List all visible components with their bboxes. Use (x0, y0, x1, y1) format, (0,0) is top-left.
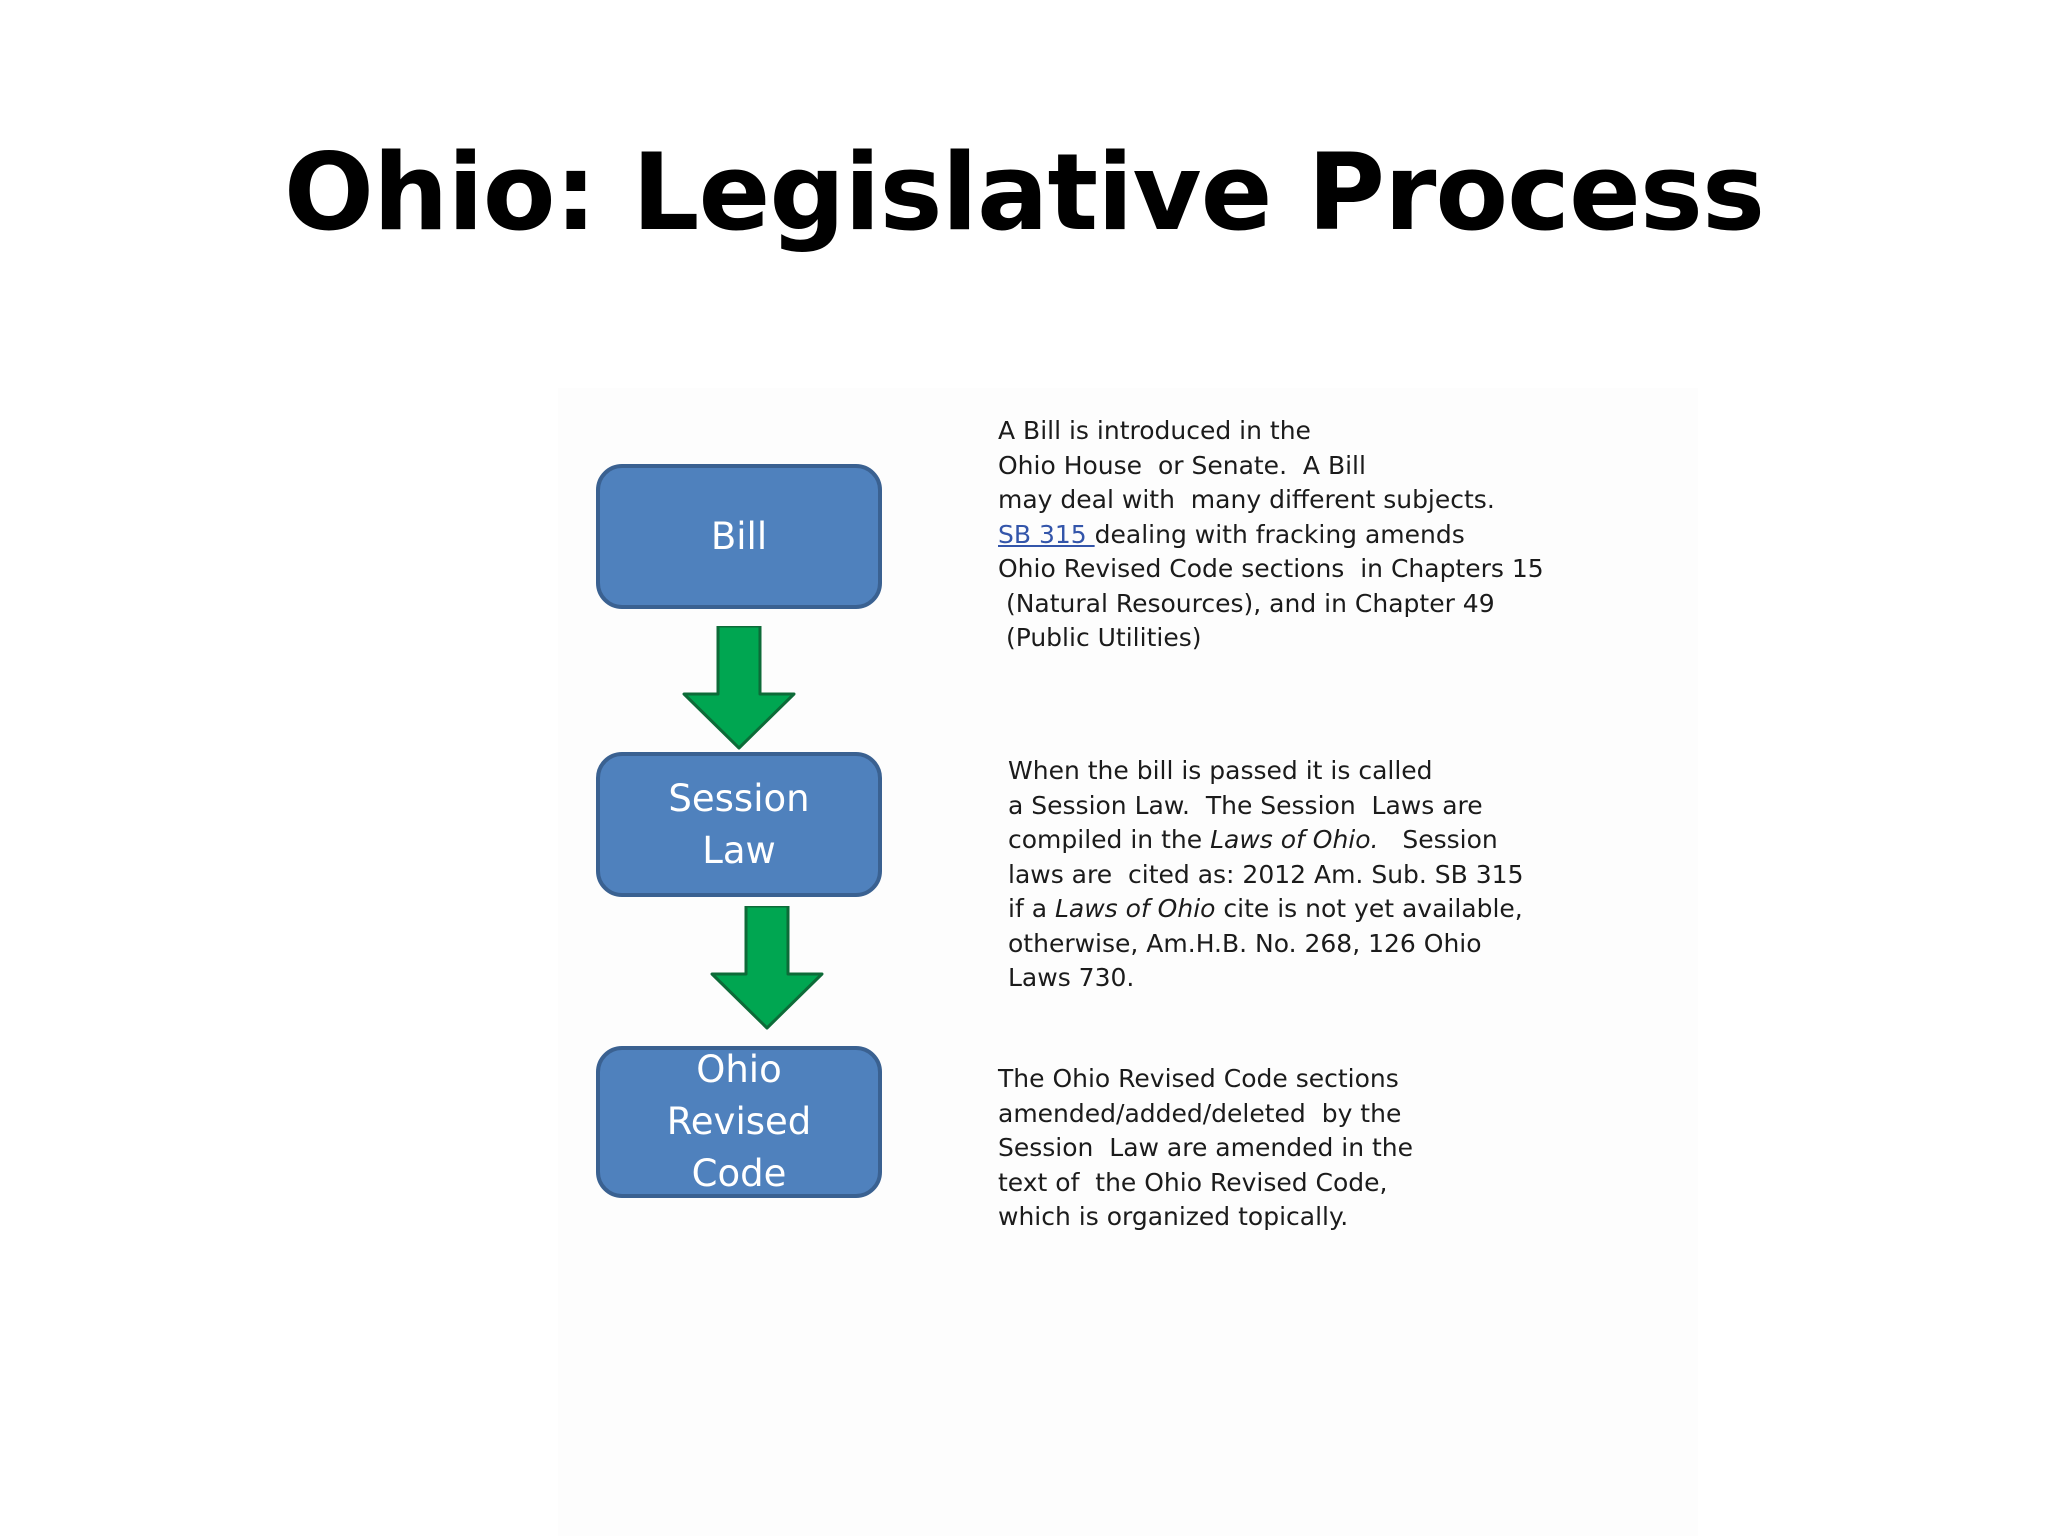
session-desc-line: Session (1378, 825, 1498, 854)
bill-desc-line: Ohio Revised Code sections in Chapters 15 (998, 554, 1544, 583)
session-desc-line: a Session Law. The Session Laws are (1008, 790, 1483, 820)
orc-desc-line: text of the Ohio Revised Code, (998, 1167, 1388, 1197)
session-desc-line: compiled in the (1008, 825, 1211, 854)
session-law-description (1008, 754, 1524, 996)
session-desc-line: otherwise, Am.H.B. No. 268, 126 Ohio (1008, 928, 1482, 958)
bill-desc-line: dealing with fracking amends (1094, 519, 1465, 549)
orc-desc-line: The Ohio Revised Code sections (998, 1064, 1399, 1093)
ohio-revised-code-description (998, 1062, 1413, 1235)
down-arrow-icon (682, 626, 796, 750)
session-desc-line: Laws 730. (1008, 963, 1135, 992)
session-desc-line: cite is not yet available, (1215, 894, 1523, 923)
bill-desc-line: (Natural Resources), and in Chapter 49 (998, 588, 1495, 618)
session-desc-line: if a (1008, 894, 1055, 923)
down-arrow-icon (710, 906, 824, 1030)
session-desc-line: laws are cited as: 2012 Am. Sub. SB 315 (1008, 859, 1524, 889)
orc-desc-line: amended/added/deleted by the (998, 1098, 1402, 1128)
orc-desc-line: which is organized topically. (998, 1202, 1349, 1231)
orc-desc-line: Session Law are amended in the (998, 1133, 1414, 1162)
slide-title: Ohio: Legislative Process (283, 131, 1765, 254)
bill-desc-line: (Public Utilities) (998, 623, 1202, 652)
bill-desc-line: Ohio House or Senate. A Bill (998, 450, 1366, 480)
sb-315-link[interactable]: SB 315 (998, 519, 1095, 549)
laws-of-ohio-title: Laws of Ohio. (1210, 825, 1379, 854)
ohio-revised-code-box: Ohio Revised Code (596, 1046, 882, 1198)
bill-desc-line: may deal with many different subjects. (998, 485, 1495, 514)
bill-desc-line: A Bill is introduced in the (998, 416, 1311, 445)
session-desc-line: When the bill is passed it is called (1008, 756, 1433, 785)
laws-of-ohio-title: Laws of Ohio (1054, 894, 1216, 923)
session-law-box: Session Law (596, 752, 882, 897)
bill-description (998, 414, 1544, 656)
bill-box: Bill (596, 464, 882, 609)
